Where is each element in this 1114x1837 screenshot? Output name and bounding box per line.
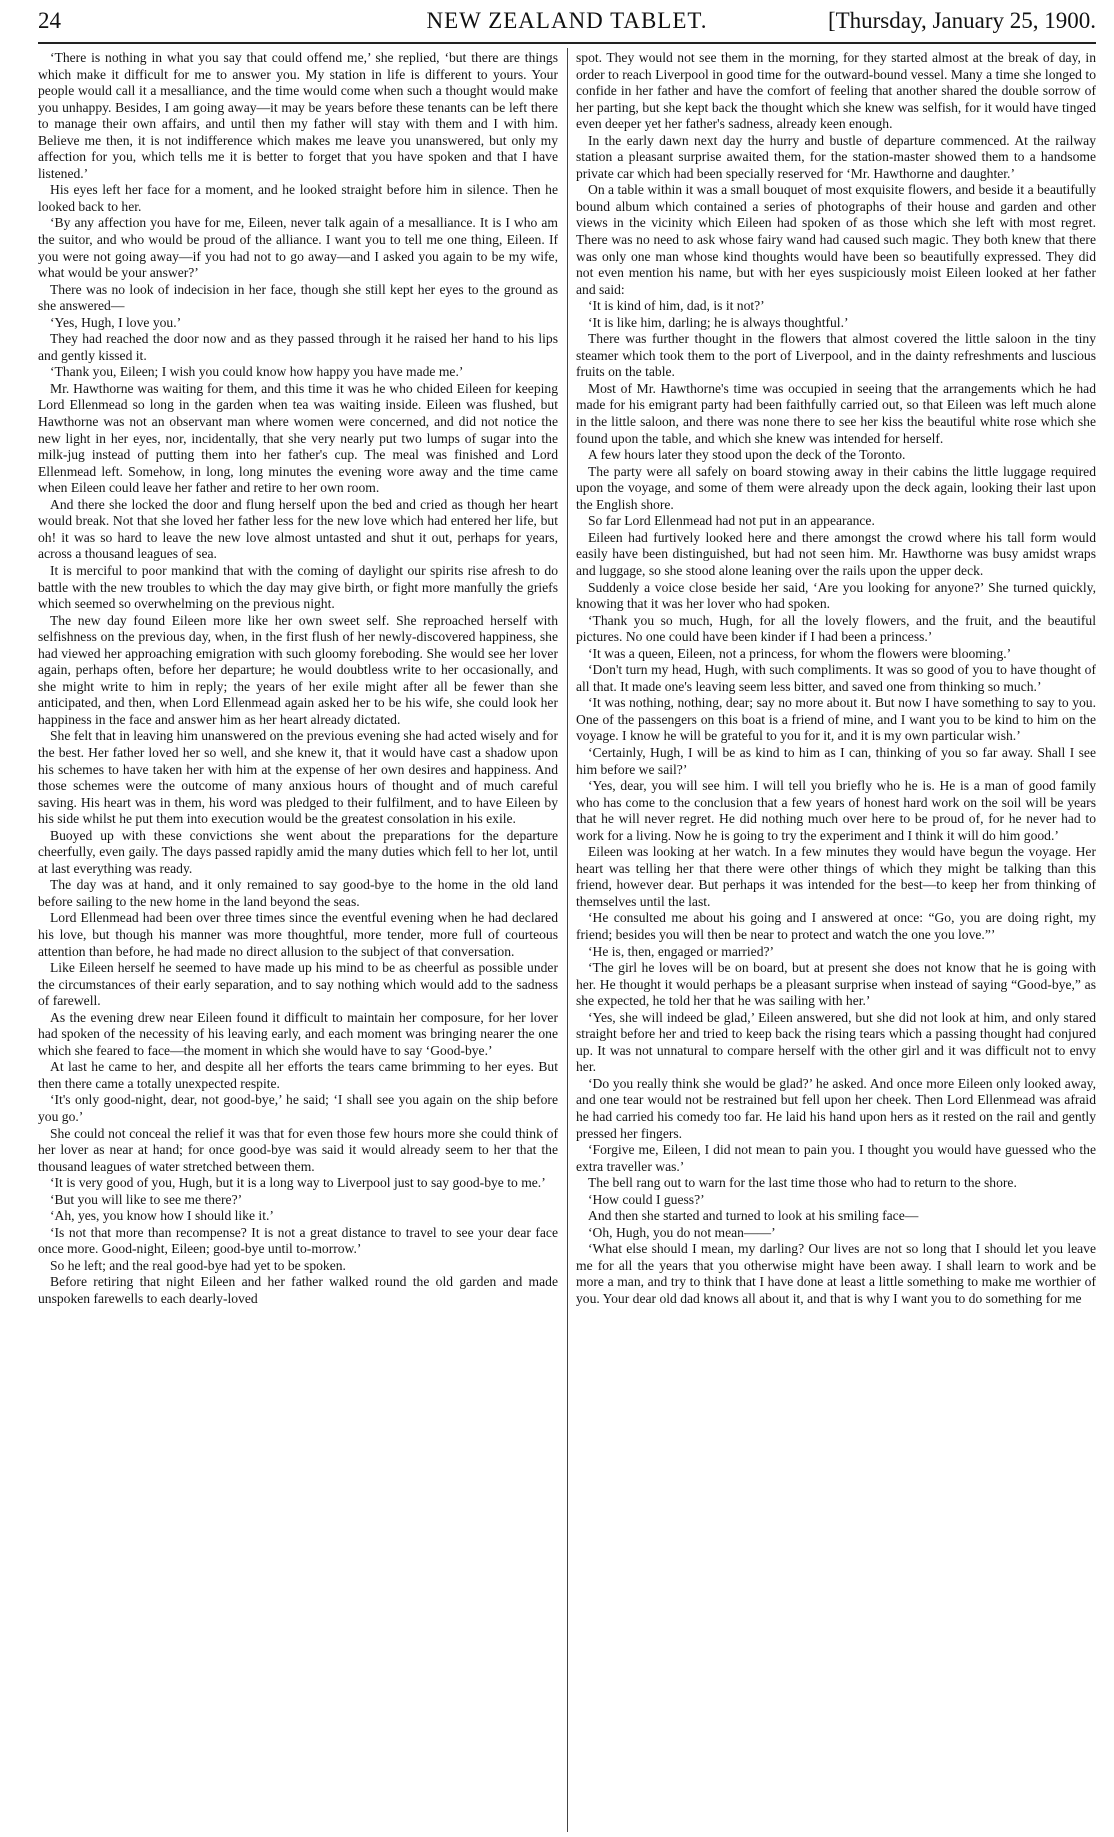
paragraph: And then she started and turned to look at his smiling face— (588, 1208, 919, 1224)
paragraph: On a table within it was a small bouquet of most exquisite flowers, and beside it a beautifully bound album which contained a series of photographs of their house and garden and other views in the vicinity which Eileen had spoken of as those which she left with most regret. There was no need to ask whose fairy wand had caused such magic. They both knew that there was only one man whose kind thoughts would have been so beautifully expressed. They did not even mention his name, but with her eyes suspiciously moist Eileen looked at her father and said: (576, 182, 1096, 297)
paragraph: The bell rang out to warn for the last time those who had to return to the shore. (588, 1175, 1017, 1191)
paragraph: So far Lord Ellenmead had not put in an appearance. (588, 513, 875, 529)
column-divider (567, 48, 568, 1832)
paragraph: Before retiring that night Eileen and her father walked round the old garden and made unspoken farewells to each dearly-loved (38, 1274, 558, 1307)
paragraph: Buoyed up with these convictions she went about the preparations for the departure cheerfully, even gaily. The days passed rapidly amid the many duties which fell to her lot, until at last everything was ready. (38, 827, 558, 876)
paragraph: ‘What else should I mean, my darling? Our lives are not so long that I should let you leave me for all the years that you otherwise might have been away. I shall learn to work and be more a man, and try to think that I have done at least a little something to make me worthier of you. Your dear old dad knows all about it, and that is why I want you to do something for me (576, 1241, 1096, 1307)
paragraph: ‘Certainly, Hugh, I will be as kind to him as I can, thinking of you so far away. Shall I see him before we sail?’ (576, 744, 1096, 777)
paragraph: It is merciful to poor mankind that with the coming of daylight our spirits rise afresh to do battle with the new troubles to which the day may give birth, or fight more manfully the griefs which seemed so overwhelming on the previous night. (38, 562, 558, 612)
paragraph: The new day found Eileen more like her own sweet self. She reproached herself with selfishness on the previous day, when, in the first flush of her newly-discovered happiness, she had viewed her approaching emigration with such gloomy foreboding. She would see her lover again, perhaps often, before her departure; he would doubtless write to her occasionally, and she might write to him in reply; the years of her exile might after all be fewer than she anticipated, and then, when Lord Ellenmead again asked her to be his wife, she could look her happiness in the face and answer him as her heart already dictated. (38, 612, 558, 727)
paragraph: ‘Yes, dear, you will see him. I will tell you briefly who he is. He is a man of good family who has come to the conclusion that a few years of honest hard work on the soil will be years that he will never regret. He did nothing much over here to be proud of, for he never had to work for a living. Now he is going to try the experiment and I think it will do him good.’ (576, 778, 1096, 843)
paragraph: As the evening drew near Eileen found it difficult to maintain her composure, for her lover had spoken of the necessity of his leaving early, and each moment was bringing nearer the one which she feared to face—the moment in which she would have to say ‘Good-bye.’ (38, 1009, 558, 1058)
paragraph: ‘He consulted me about his going and I answered at once: “Go, you are doing right, my friend; besides you will then be near to protect and watch the one you love.”’ (576, 910, 1096, 942)
paragraph: His eyes left her face for a moment, and he looked straight before him in silence. Then he looked back to her. (38, 182, 558, 214)
paragraph: Eileen had furtively looked here and there amongst the crowd where his tall form would easily have been distinguished, but had not seen him. Mr. Hawthorne was busy amidst wraps and luggage, so she stood alone leaning over the rails upon the upper deck. (576, 529, 1096, 578)
paragraph: ‘Do you really think she would be glad?’ he asked. And once more Eileen only looked away, and one tear would not be restrained but fell upon her cheek. Then Lord Ellenmead was afraid he had carried his comedy too far. He laid his hand upon hers as it rested on the rail and gently pressed her fingers. (576, 1075, 1096, 1141)
paragraph: Lord Ellenmead had been over three times since the eventful evening when he had declared his love, but though his manner was more thoughtful, more tender, more full of courteous attention than before, he had made no direct allusion to the subject of that conversation. (38, 910, 558, 959)
paragraph: And there she locked the door and flung herself upon the bed and cried as though her heart would break. Not that she loved her father less for the new love which had entered her life, but oh! it was so hard to leave the new love almost untasted and shut it out, perhaps for years, across a thousand leagues of sea. (38, 496, 558, 562)
paragraph: ‘There is nothing in what you say that could offend me,’ she replied, ‘but there are things which make it difficult for me to answer you. My station in life is different to yours. Your people would call it a mesalliance, and the time would come when such a thought would make you unhappy. Besides, I am going away—it may be years before these tenants can be left there to manage their own affairs, and until then my father will stay with them and I with him. Believe me then, it is not indifference which makes me leave you unanswered, but only my affection for you, which tells me it is better to forget that you have spoken and that I have listened.’ (38, 50, 558, 181)
paragraph: ‘Thank you, Eileen; I wish you could know how happy you have made me.’ (50, 364, 464, 380)
paragraph: ‘Thank you so much, Hugh, for all the lovely flowers, and the fruit, and the beautiful pictures. No one could have been kinder if I had been a princess.’ (576, 612, 1096, 645)
paragraph: Most of Mr. Hawthorne's time was occupied in seeing that the arrangements which he had made for his emigrant party had been faithfully carried out, so that Eileen was left much alone in the little saloon, and there was none there to see her kiss the beautiful white rose which she found upon the table, and which she knew was intended for herself. (576, 380, 1096, 446)
paragraph: ‘It is very good of you, Hugh, but it is a long way to Liverpool just to say good-bye to me.’ (50, 1175, 546, 1191)
paragraph: ‘It was nothing, nothing, dear; say no more about it. But now I have something to say to you. One of the passengers on this boat is a friend of mine, and I want you to be kind to him on the voyage. I know he will be grateful to you for it, and it is my own particular wish.’ (576, 695, 1096, 744)
paragraph: ‘The girl he loves will be on board, but at present she does not know that he is going with her. He thought it would perhaps be a pleasant surprise when instead of saying “Good-bye,” as she expected, he told her that he was sailing with her.’ (576, 960, 1096, 1009)
left-column (38, 50, 558, 1830)
publication-title: NEW ZEALAND TABLET. (426, 8, 708, 33)
paragraph: ‘By any affection you have for me, Eileen, never talk again of a mesalliance. It is I who am the suitor, and who would be proud of the alliance. I want you to tell me one thing, Eileen. If you were not going away—if you had not to go away—and I asked you again to be my wife, what would be your answer?’ (38, 215, 558, 281)
paragraph: ‘Don't turn my head, Hugh, with such compliments. It was so good of you to have thought of all that. It made one's leaving seem less bitter, and saved one from thinking so much.’ (576, 662, 1096, 694)
paragraph: They had reached the door now and as they passed through it he raised her hand to his lips and gently kissed it. (38, 331, 558, 363)
right-column (576, 50, 1096, 1830)
paragraph: She felt that in leaving him unanswered on the previous evening she had acted wisely and for the best. Her father loved her so well, and she knew it, that it would have cast a shadow upon his schemes to have taken her with him at the expense of her own desires and happiness. And those schemes were the outcome of many anxious hours of thought and of much careful saving. His heart was in them, his word was pledged to their fulfilment, and to have Eileen by his side whilst he put them into execution would be the greatest consolation in his exile. (38, 728, 558, 827)
paragraph: Mr. Hawthorne was waiting for them, and this time it was he who chided Eileen for keeping Lord Ellenmead so long in the garden when tea was waiting inside. Eileen was flushed, but Hawthorne was not an observant man where women were concerned, and did not notice the new light in her eyes, nor, incidentally, that she very nearly put two lumps of sugar into the milk-jug instead of putting them into her father's cup. The meal was finished and Lord Ellenmead left. Somehow, in long, long minutes the evening wore away and the time came when Eileen could leave her father and retire to her own room. (38, 380, 558, 496)
paragraph: ‘It was a queen, Eileen, not a princess, for whom the flowers were blooming.’ (588, 645, 1012, 661)
paragraph: ‘It's only good-night, dear, not good-bye,’ he said; ‘I shall see you again on the ship before you go.’ (38, 1092, 558, 1124)
paragraph: ‘Ah, yes, you know how I should like it.’ (50, 1208, 274, 1224)
paragraph: There was no look of indecision in her face, though she still kept her eyes to the ground as she answered— (38, 281, 558, 314)
paragraph: ‘It is like him, darling; he is always thoughtful.’ (588, 314, 849, 330)
paragraph: There was further thought in the flowers that almost covered the little saloon in the tiny steamer which took them to the port of Liverpool, and in the dainty refreshments and luscious fruits on the table. (576, 331, 1096, 380)
paragraph: She could not conceal the relief it was that for even those few hours more she could think of her lover as near at hand; for once good-bye was said it would already seem to her that the thousand leagues of water stretched between them. (38, 1125, 558, 1174)
paragraph: The party were all safely on board stowing away in their cabins the little luggage required upon the voyage, and some of them were already upon the deck again, looking their last upon the English shore. (576, 463, 1096, 512)
page-header (38, 8, 1096, 38)
paragraph: ‘Yes, she will indeed be glad,’ Eileen answered, but she did not look at him, and only stared straight before her and tried to keep back the rising tears which a passing thought had conjured up. It was not unnatural to compare herself with the other girl and it was difficult not to envy her. (576, 1009, 1096, 1075)
paragraph: ‘Oh, Hugh, you do not mean——’ (588, 1224, 776, 1240)
paragraph: ‘Forgive me, Eileen, I did not mean to pain you. I thought you would have guessed who the extra traveller was.’ (576, 1142, 1096, 1174)
paragraph: ‘He is, then, engaged or married?’ (588, 943, 775, 959)
paragraph: Like Eileen herself he seemed to have made up his mind to be as cheerful as possible under the circumstances of their early separation, and to say nothing which would add to the sadness of farewell. (38, 960, 558, 1009)
paragraph: ‘How could I guess?’ (588, 1191, 705, 1207)
paragraph: ‘Is not that more than recompense? It is not a great distance to travel to see your dear face once more. Good-night, Eileen; good-bye until to-morrow.’ (38, 1224, 558, 1257)
page-number: 24 (38, 8, 61, 33)
paragraph: Suddenly a voice close beside her said, ‘Are you looking for anyone?’ She turned quickly, knowing that it was her lover who had spoken. (576, 579, 1096, 612)
paragraph: The day was at hand, and it only remained to say good-bye to the home in the old land before sailing to the new home in the land beyond the seas. (38, 877, 558, 909)
header-rule (38, 42, 1096, 44)
paragraph: At last he came to her, and despite all her efforts the tears came brimming to her eyes. But then there came a totally unexpected respite. (38, 1059, 558, 1091)
paragraph: A few hours later they stood upon the deck of the Toronto. (588, 447, 906, 463)
paragraph: ‘But you will like to see me there?’ (50, 1191, 243, 1207)
paragraph: Eileen was looking at her watch. In a few minutes they would have begun the voyage. Her heart was telling her that there were other things of which they might be talking than this friend, however dear. But perhaps it was intended for the best—to keep her from thinking of themselves until the last. (576, 844, 1096, 909)
paragraph: In the early dawn next day the hurry and bustle of departure commenced. At the railway station a pleasant surprise awaited them, for the station-master showed them to a handsome private car which had been specially reserved for ‘Mr. Hawthorne and daughter.’ (576, 132, 1096, 181)
continued-paragraph: spot. They would not see them in the morning, for they started almost at the break of day, in order to reach Liverpool in good time for the outward-bound vessel. Many a time she longed to confide in her father and have the comfort of feeling that another shared the double sorrow of her parting, but she kept back the thought which she knew was selfish, for it would have tinged even deeper yet her father's sadness, already keen enough. (576, 50, 1096, 132)
paragraph: ‘It is kind of him, dad, is it not?’ (588, 298, 765, 314)
paragraph: So he left; and the real good-bye had yet to be spoken. (50, 1257, 346, 1273)
paragraph: ‘Yes, Hugh, I love you.’ (50, 314, 182, 330)
issue-date: [Thursday, January 25, 1900. (827, 8, 1096, 33)
